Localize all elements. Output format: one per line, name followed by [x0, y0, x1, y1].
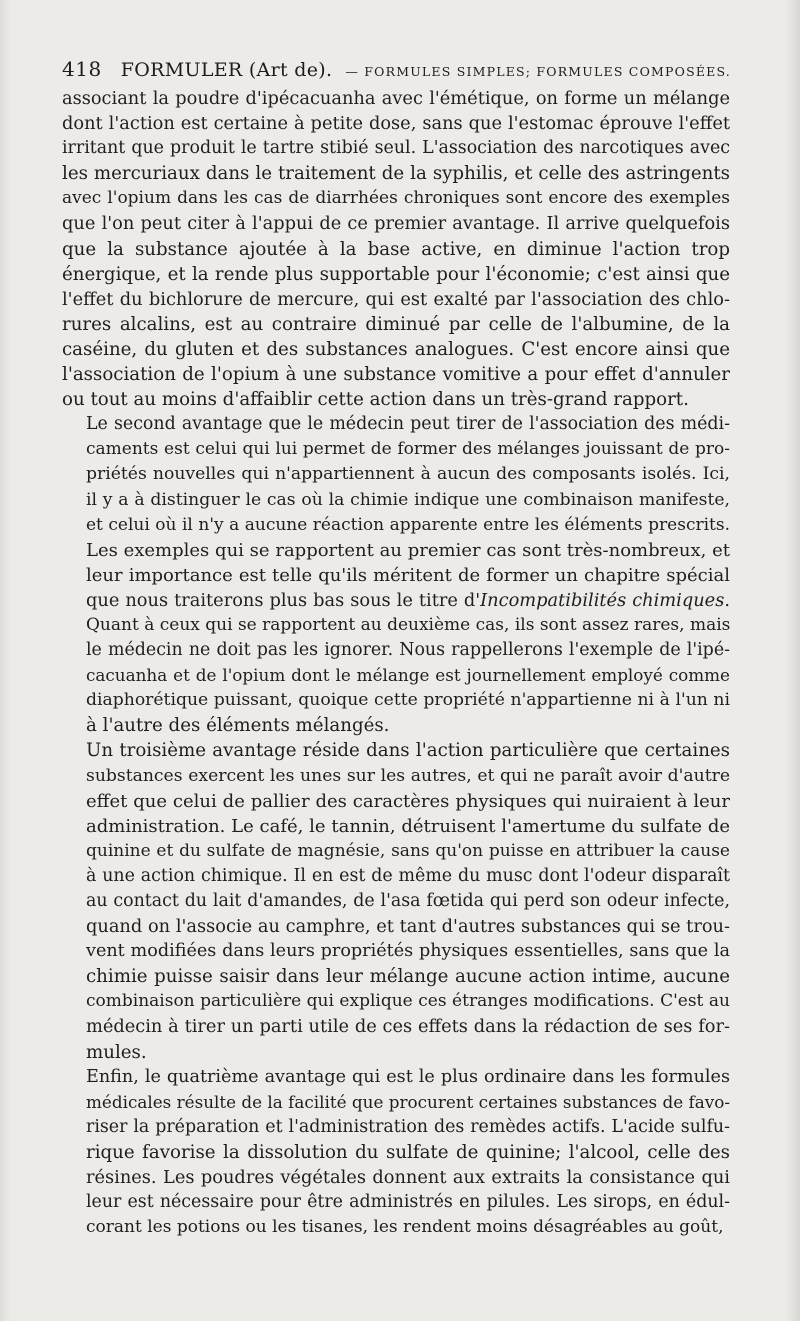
text-line: associant la poudre d'ipécacuanha avec l'émétique, on forme un mélange [62, 88, 730, 109]
text-line: Un troisième avantage réside dans l'action particulière que certaines [86, 740, 730, 762]
text-line: combinaison particulière qui explique ces étranges modifications. C'est au [86, 991, 730, 1012]
text-line: caments est celui qui lui permet de former des mélanges jouissant de pro- [86, 439, 730, 460]
text-line: à l'autre des éléments mélangés. [86, 715, 390, 737]
text-line: Le second avantage que le médecin peut tirer de l'association des médi- [86, 414, 730, 435]
text-line: médecin à tirer un parti utile de ces effets dans la rédaction de ses for- [86, 1016, 730, 1038]
text-line: les mercuriaux dans le traitement de la syphilis, et celle des astringents [62, 163, 730, 185]
page-number: 418 [62, 57, 102, 81]
text-line: effet que celui de pallier des caractères physiques qui nuiraient à leur [86, 790, 730, 812]
text-line: avec l'opium dans les cas de diarrhées chroniques sont encore des exemples [62, 188, 730, 209]
text-line: diaphorétique puissant, quoique cette propriété n'appartienne ni à l'un ni [86, 690, 730, 711]
text-line: chimie puisse saisir dans leur mélange aucune action intime, aucune [86, 966, 730, 988]
text-line: administration. Le café, le tannin, détruisent l'amertume du sulfate de [86, 815, 730, 837]
text-line: leur importance est telle qu'ils méritent de former un chapitre spécial [86, 564, 730, 586]
running-subtitle: — FORMULES SIMPLES; FORMULES COMPOSÉES. [345, 64, 731, 79]
text-line: vent modifiées dans leurs propriétés physiques essentielles, sans que la [86, 941, 730, 962]
text-line: irritant que produit le tartre stibié seul. L'association des narcotiques avec [62, 138, 730, 159]
page-edge-shadow [786, 0, 800, 1321]
running-header [62, 57, 762, 81]
text-line: l'association de l'opium à une substance vomitive a pour effet d'annuler [62, 364, 730, 386]
text-line: caséine, du gluten et des substances analogues. C'est encore ainsi que [62, 338, 730, 360]
text-line: Les exemples qui se rapportent au premier cas sont très-nombreux, et [86, 539, 730, 561]
running-title: FORMULER (Art de). [120, 59, 333, 81]
text-line: le médecin ne doit pas les ignorer. Nous rappellerons l'exemple de l'ipé- [86, 640, 730, 661]
text-line: rique favorise la dissolution du sulfate de quinine; l'alcool, celle des [86, 1141, 730, 1163]
body-text [62, 86, 730, 1240]
text-line: au contact du lait d'amandes, de l'asa fœtida qui perd son odeur infecte, [86, 891, 730, 911]
text-line: riser la préparation et l'administration des remèdes actifs. L'acide sulfu- [86, 1116, 730, 1137]
text-line: que la substance ajoutée à la base active, en diminue l'action trop [62, 238, 730, 260]
text-line: résines. Les poudres végétales donnent aux extraits la consistance qui [86, 1167, 730, 1189]
text-line: que l'on peut citer à l'appui de ce premier avantage. Il arrive quelquefois [62, 213, 730, 235]
page-gutter-shadow [0, 0, 10, 1321]
paragraph [62, 1065, 730, 1241]
paragraph [62, 86, 730, 412]
text-line: et celui où il n'y a aucune réaction apparente entre les éléments prescrits. [86, 514, 730, 535]
paragraph [62, 412, 730, 738]
text-line: Enfin, le quatrième avantage qui est le plus ordinaire dans les formules [86, 1066, 730, 1087]
text-line: cacuanha et de l'opium dont le mélange est journellement employé comme [86, 665, 730, 686]
text-line: ou tout au moins d'affaiblir cette action dans un très-grand rapport. [62, 389, 689, 411]
text-line: médicales résulte de la facilité que procurent certaines substances de favo- [86, 1091, 730, 1112]
text-line: dont l'action est certaine à petite dose, sans que l'estomac éprouve l'effet [62, 113, 730, 135]
text-line: l'effet du bichlorure de mercure, qui est exalté par l'association des chlo- [62, 288, 730, 310]
text-line: Quant à ceux qui se rapportent au deuxième cas, ils sont assez rares, mais [86, 614, 731, 635]
text-line: leur est nécessaire pour être administrés en pilules. Les sirops, en édul- [86, 1192, 730, 1213]
text-line: corant les potions ou les tisanes, les rendent moins désagréables au goût, [86, 1217, 724, 1238]
text-line: rures alcalins, est au contraire diminué par celle de l'albumine, de la [62, 313, 730, 335]
text-line: à une action chimique. Il en est de même du musc dont l'odeur disparaît [86, 865, 730, 886]
text-line: énergique, et la rende plus supportable pour l'économie; c'est ainsi que [62, 263, 730, 285]
text-line: quinine et du sulfate de magnésie, sans qu'on puisse en attribuer la cause [86, 840, 730, 861]
text-line: que nous traiterons plus bas sous le titre d'Incompatibilités chimiques. [86, 589, 730, 611]
text-line: il y a à distinguer le cas où la chimie indique une combinaison manifeste, [86, 489, 730, 510]
text-line: substances exercent les unes sur les autres, et qui ne paraît avoir d'autre [86, 765, 730, 786]
text-line: mules. [86, 1041, 147, 1063]
text-line: quand on l'associe au camphre, et tant d'autres substances qui se trou- [86, 916, 730, 938]
text-line: priétés nouvelles qui n'appartiennent à aucun des composants isolés. Ici, [86, 464, 730, 485]
paragraph [62, 738, 730, 1064]
